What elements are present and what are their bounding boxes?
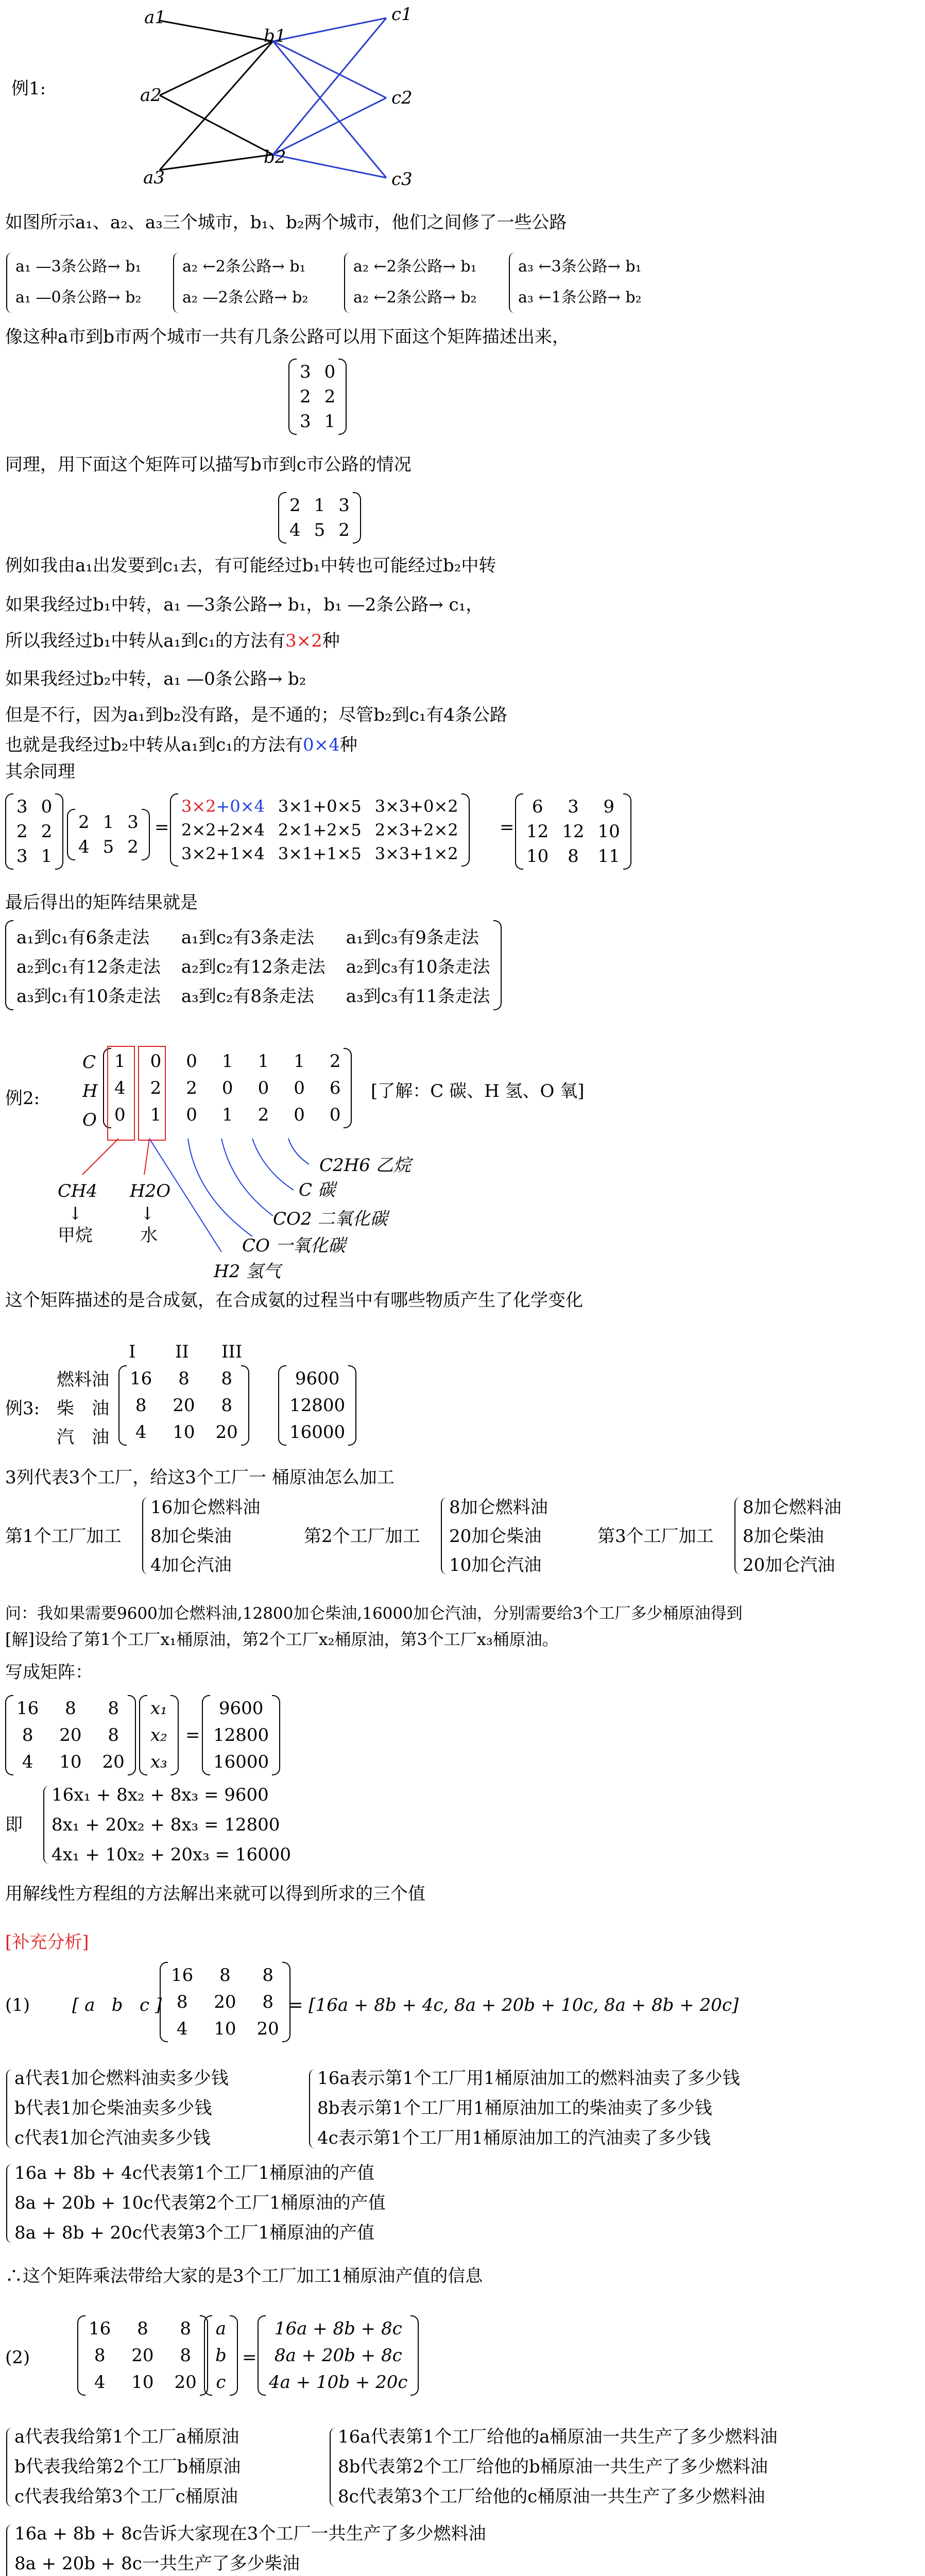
ex2-cell: 1 xyxy=(221,1105,233,1125)
ex2-cell: 0 xyxy=(114,1105,126,1125)
sys-cell: 8 xyxy=(22,1725,33,1745)
supp-g2: 8b表示第1个工厂用1桶原油加工的柴油卖了多少钱 xyxy=(317,2098,712,2119)
supp1-cell: 20 xyxy=(214,1992,236,2012)
factory-2-item: 8加仑燃料油 xyxy=(449,1497,548,1518)
ex3-rhs-vector xyxy=(202,1695,280,1775)
label-c2h6: C2H6 乙烷 xyxy=(319,1155,411,1176)
colvec-cell: a xyxy=(215,2318,227,2339)
summary-cell: a₂到c₂有12条走法 xyxy=(181,957,326,977)
matA-cell: 2 xyxy=(324,386,336,407)
ex3-row-1: 燃料油 xyxy=(57,1369,109,1390)
factory-3-brace xyxy=(734,1497,742,1574)
h2o-down-arrow: ↓ xyxy=(140,1204,155,1224)
road-2-top: a₂ ←2条公路→ b₁ xyxy=(182,258,306,276)
ex3-vec-cell: 16000 xyxy=(289,1422,346,1443)
ex3-q3: 写成矩阵： xyxy=(5,1662,93,1683)
sys-cell: 16 xyxy=(16,1698,39,1719)
road-4-bottom: a₃ ←1条公路→ b₂ xyxy=(518,289,642,307)
ex3-eq-brace xyxy=(43,1786,50,1864)
road-brace-4 xyxy=(509,252,516,313)
summary-cell: a₃到c₂有8条走法 xyxy=(181,986,315,1007)
product-expanded xyxy=(170,793,470,867)
prod-r3c3: 3×3+1×2 xyxy=(374,844,458,863)
supp-g4: c代表我给第3个工厂c桶原油 xyxy=(14,2486,238,2507)
matA-cell: 2 xyxy=(300,386,311,407)
supp-g4-brace xyxy=(6,2428,13,2507)
supp-g1: b代表1加仑柴油卖多少钱 xyxy=(14,2098,212,2119)
ex3-cell: 8 xyxy=(178,1368,190,1389)
res-cell: 10 xyxy=(526,846,549,867)
supp-g5-brace xyxy=(330,2428,337,2507)
lhsA-cell: 3 xyxy=(16,796,28,817)
factory-2-item: 10加仑汽油 xyxy=(449,1555,542,1575)
sys-cell: 4 xyxy=(22,1752,33,1772)
ex3-ji: 即 xyxy=(5,1815,23,1835)
supp-title: [补充分析] xyxy=(5,1932,89,1953)
supp-matrix-1 xyxy=(160,1962,290,2042)
supp-g6: 16a + 8b + 8c告诉大家现在3个工厂一共生产了多少燃料油 xyxy=(14,2523,486,2544)
product-result xyxy=(515,793,631,870)
supp1-cell: 8 xyxy=(262,1992,273,2012)
prod-red: 3×2 xyxy=(181,796,216,816)
supp1-cell: 20 xyxy=(256,2019,279,2039)
ex3-col-2: II xyxy=(175,1342,189,1362)
summary-cell: a₂到c₁有12条走法 xyxy=(16,957,161,977)
ex2-cell: 1 xyxy=(258,1051,269,1072)
supp-g3-brace xyxy=(6,2164,13,2243)
res-cell: 9 xyxy=(603,796,614,817)
supp2-cell: 8 xyxy=(180,2318,191,2339)
matrix-b-to-c xyxy=(278,492,361,544)
ex3-vector xyxy=(278,1365,356,1446)
ex3-cell: 20 xyxy=(173,1395,195,1416)
label-h2o-name: 水 xyxy=(140,1225,158,1246)
node-a1: a1 xyxy=(144,7,166,28)
ex1-line10: 最后得出的矩阵结果就是 xyxy=(5,892,198,913)
factory-2-name: 第2个工厂加工 xyxy=(304,1526,420,1547)
supp1-cell: 8 xyxy=(219,1965,231,1986)
lhsB-cell: 3 xyxy=(127,812,139,833)
sys-cell: 10 xyxy=(59,1752,82,1772)
ex1-line1: 像这种a市到b市两个城市一共有几条公路可以用下面这个矩阵描述出来， xyxy=(5,327,570,347)
product-lhs-a xyxy=(5,793,63,870)
prod-r2c2: 2×1+2×5 xyxy=(278,820,362,840)
lhsA-cell: 2 xyxy=(41,821,53,842)
prod-r2c3: 2×3+2×2 xyxy=(374,820,458,840)
ex3-label: 例3: xyxy=(5,1398,40,1419)
supp-g2-brace xyxy=(309,2069,316,2148)
summary-cell: a₁到c₃有9条走法 xyxy=(346,927,479,948)
res2-cell: 4a + 10b + 20c xyxy=(269,2372,408,2393)
supp-g3: 16a + 8b + 4c代表第1个工厂1桶原油的产值 xyxy=(14,2163,375,2183)
rhs-cell: 16000 xyxy=(213,1752,269,1772)
supp1-cell: 10 xyxy=(214,2019,236,2039)
rowvec-c: c xyxy=(140,1995,150,2015)
ex3-vec-cell: 12800 xyxy=(289,1395,346,1416)
supp2-cell: 20 xyxy=(131,2345,154,2366)
label-ch4: CH4 xyxy=(58,1181,98,1201)
supp-g6-brace xyxy=(6,2524,13,2576)
res-cell: 3 xyxy=(568,796,579,817)
node-b2: b2 xyxy=(264,147,286,167)
road-4-top: a₃ ←3条公路→ b₁ xyxy=(518,258,642,276)
ex2-cell: 2 xyxy=(150,1078,162,1098)
ex2-row-o: O xyxy=(82,1110,97,1130)
x-cell: x₂ xyxy=(150,1725,167,1745)
factory-1-item: 16加仑燃料油 xyxy=(150,1497,261,1518)
supp-g1: c代表1加仑汽油卖多少钱 xyxy=(14,2128,211,2148)
prod-blue: 0×4 xyxy=(230,796,265,816)
ex3-vec-cell: 9600 xyxy=(295,1368,340,1389)
supp-g5: 16a代表第1个工厂给他的a桶原油一共生产了多少燃料油 xyxy=(338,2427,778,2447)
factory-3-item: 20加仑汽油 xyxy=(743,1555,835,1575)
ex2-cell: 0 xyxy=(294,1078,305,1098)
ex3-equals: = xyxy=(185,1725,200,1745)
summary-cell: a₁到c₁有6条走法 xyxy=(16,927,150,948)
summary-cell: a₃到c₃有11条走法 xyxy=(346,986,490,1007)
ex2-cell: 6 xyxy=(329,1078,341,1098)
supp2-cell: 8 xyxy=(137,2318,148,2339)
supp1-cell: 8 xyxy=(176,1992,188,2012)
lhsB-cell: 2 xyxy=(78,812,90,833)
ex3-cell: 16 xyxy=(130,1368,152,1389)
ex3-x-vector xyxy=(139,1695,179,1775)
label-co: CO 一氧化碳 xyxy=(242,1235,346,1256)
lhsA-cell: 0 xyxy=(41,796,53,817)
supp-matrix-2 xyxy=(77,2315,208,2396)
res-cell: 12 xyxy=(562,821,585,842)
supp-g4: a代表我给第1个工厂a桶原油 xyxy=(14,2427,239,2447)
prod-r1c2: 3×1+0×5 xyxy=(278,796,362,816)
ex2-row-h: H xyxy=(82,1081,98,1101)
sys-cell: 20 xyxy=(59,1725,82,1745)
ex3-eq: 16x₁ + 8x₂ + 8x₃ = 9600 xyxy=(52,1785,269,1805)
ex2-row-c: C xyxy=(82,1052,96,1073)
ex3-cell: 20 xyxy=(215,1422,238,1443)
label-co2: CO2 二氧化碳 xyxy=(273,1209,388,1229)
summary-cell: a₁到c₂有3条走法 xyxy=(181,927,315,948)
matA-cell: 3 xyxy=(300,362,311,382)
ex3-cell: 4 xyxy=(135,1422,147,1443)
ex1-line4: 如果我经过b₁中转，a₁ —3条公路→ b₁，b₁ —2条公路→ c₁， xyxy=(5,595,484,615)
ex2-cell: 2 xyxy=(329,1051,341,1072)
node-a3: a3 xyxy=(143,167,165,188)
ex2-cell: 2 xyxy=(186,1078,197,1098)
ex2-col2-box xyxy=(138,1046,166,1141)
ex1-line3: 例如我由a₁出发要到c₁去，有可能经过b₁中转也可能经过b₂中转 xyxy=(5,555,496,576)
supp1-cell: 8 xyxy=(262,1965,273,1986)
ex2-cell: 0 xyxy=(150,1051,162,1072)
matB-cell: 4 xyxy=(289,520,301,540)
matB-cell: 1 xyxy=(314,495,326,516)
ex1-line7: 但是不行，因为a₁到b₂没有路，是不通的；尽管b₂到c₁有4条公路 xyxy=(5,705,507,725)
line8-highlight: 0×4 xyxy=(302,735,340,755)
supp-colvec xyxy=(204,2315,238,2396)
ex1-line9: 其余同理 xyxy=(5,761,75,782)
ex3-eq: 4x₁ + 10x₂ + 20x₃ = 16000 xyxy=(52,1844,292,1865)
ex2-label: 例2: xyxy=(5,1088,40,1109)
supp2-cell: 4 xyxy=(94,2372,106,2393)
rhs-cell: 12800 xyxy=(213,1725,269,1745)
lhsB-cell: 1 xyxy=(102,812,114,833)
road-brace-2 xyxy=(173,252,180,313)
matrix-a-to-b xyxy=(288,359,347,435)
node-a2: a2 xyxy=(140,85,162,106)
ex1-intro: 如图所示a₁、a₂、a₃三个城市，b₁、b₂两个城市，他们之间修了一些公路 xyxy=(5,212,567,233)
prod-r3c2: 3×1+1×5 xyxy=(278,844,362,863)
ex3-q1: 问：我如果需要9600加仑燃料油,12800加仑柴油,16000加仑汽油，分别需要给3个工厂多少桶原油得到 xyxy=(5,1604,743,1623)
ex2-cell: 1 xyxy=(294,1051,305,1072)
ex1-line6: 如果我经过b₂中转，a₁ —0条公路→ b₂ xyxy=(5,669,306,689)
ex3-row-3: 汽 油 xyxy=(57,1427,109,1448)
sys-cell: 8 xyxy=(65,1698,76,1719)
factory-3-name: 第3个工厂加工 xyxy=(597,1526,714,1547)
factory-3-item: 8加仑燃料油 xyxy=(743,1497,842,1518)
supp2-cell: 8 xyxy=(180,2345,191,2366)
ex2-cell: 1 xyxy=(150,1105,162,1125)
ex3-eq: 8x₁ + 20x₂ + 8x₃ = 12800 xyxy=(52,1815,280,1835)
lhsA-cell: 3 xyxy=(16,846,28,867)
prod-plus: + xyxy=(216,796,230,816)
x-cell: x₃ xyxy=(150,1752,167,1772)
ex3-cell: 8 xyxy=(221,1395,232,1416)
ex2-cell: 1 xyxy=(114,1051,126,1072)
ex1-line8 xyxy=(5,734,357,756)
lhsA-cell: 1 xyxy=(41,846,53,867)
supp1-cell: 16 xyxy=(171,1965,194,1986)
prod-r1c1 xyxy=(181,796,265,816)
res2-cell: 8a + 20b + 8c xyxy=(274,2345,402,2366)
supp2-cell: 10 xyxy=(131,2372,154,2393)
supp-p2: (2) xyxy=(5,2347,30,2368)
colvec-cell: b xyxy=(215,2345,227,2366)
lhsA-cell: 2 xyxy=(16,821,28,842)
supp-res1: = [16a + 8b + 4c, 8a + 20b + 10c, 8a + 8b + 20c] xyxy=(288,1995,739,2015)
ex2-cell: 0 xyxy=(186,1051,197,1072)
factory-1-item: 8加仑柴油 xyxy=(150,1526,232,1547)
supp-g2: 4c表示第1个工厂用1桶原油加工的汽油卖了多少钱 xyxy=(317,2128,711,2148)
road-2-bottom: a₂ —2条公路→ b₂ xyxy=(182,289,309,307)
product-lhs-b xyxy=(67,809,150,860)
road-brace-1 xyxy=(6,252,13,313)
supp-res2 xyxy=(258,2315,419,2396)
ch4-down-arrow: ↓ xyxy=(68,1204,83,1224)
supp-c1: ∴这个矩阵乘法带给大家的是3个工厂加工1桶原油产值的信息 xyxy=(5,2266,483,2286)
ex2-cell: 0 xyxy=(221,1078,233,1098)
matB-cell: 2 xyxy=(289,495,301,516)
res-cell: 12 xyxy=(526,821,549,842)
supp2-cell: 8 xyxy=(94,2345,106,2366)
ex3-cell: 10 xyxy=(173,1422,195,1443)
ex2-note: [了解：C 碳、H 氢、O 氧] xyxy=(371,1081,585,1101)
label-h2o: H2O xyxy=(130,1181,171,1201)
factory-2-item: 20加仑柴油 xyxy=(449,1526,542,1547)
res-cell: 10 xyxy=(597,821,620,842)
summary-cell: a₂到c₃有10条走法 xyxy=(346,957,490,977)
res-cell: 11 xyxy=(597,846,620,867)
summary-cell: a₃到c₁有10条走法 xyxy=(16,986,161,1007)
ex1-label: 例1: xyxy=(11,78,46,99)
ex3-desc: 3列代表3个工厂，给这3个工厂一 桶原油怎么加工 xyxy=(5,1467,395,1488)
supp-rowvec: [ a b c ] xyxy=(72,1995,162,2015)
ex2-col1-box xyxy=(107,1046,135,1141)
supp-g3: 8a + 20b + 10c代表第2个工厂1桶原油的产值 xyxy=(14,2193,386,2213)
matA-cell: 3 xyxy=(300,411,311,432)
res2-cell: 16a + 8b + 8c xyxy=(274,2318,402,2339)
matA-cell: 1 xyxy=(324,411,336,432)
supp-g5: 8b代表第2个工厂给他的b桶原油一共生产了多少燃料油 xyxy=(338,2456,768,2477)
lhsB-cell: 2 xyxy=(127,837,139,857)
line8-text: 也就是我经过b₂中转从a₁到c₁的方法有 xyxy=(5,735,303,755)
line5-text: 所以我经过b₁中转从a₁到c₁的方法有 xyxy=(5,631,285,651)
label-c: C 碳 xyxy=(299,1180,335,1200)
ex2-cell: 2 xyxy=(258,1105,269,1125)
lhsB-cell: 5 xyxy=(102,837,114,857)
ex2-cell: 0 xyxy=(186,1105,197,1125)
matB-cell: 5 xyxy=(314,520,326,540)
ex2-cell: 1 xyxy=(221,1051,233,1072)
supp-g1-brace xyxy=(6,2069,13,2148)
factory-2-brace xyxy=(441,1497,448,1574)
supp-g4: b代表我给第2个工厂b桶原油 xyxy=(14,2456,241,2477)
sys-cell: 8 xyxy=(108,1725,119,1745)
ex3-system-matrix xyxy=(5,1695,136,1775)
supp2-cell: 20 xyxy=(174,2372,197,2393)
node-c1: c1 xyxy=(391,4,413,25)
line5-end: 种 xyxy=(322,631,340,651)
factory-1-name: 第1个工厂加工 xyxy=(5,1526,122,1547)
road-3-bottom: a₂ ←2条公路→ b₂ xyxy=(353,289,477,307)
label-ch4-name: 甲烷 xyxy=(58,1225,93,1246)
ex3-col-3: III xyxy=(221,1342,243,1362)
sys-cell: 20 xyxy=(102,1752,125,1772)
ex2-cell: 0 xyxy=(329,1105,341,1125)
ex1-summary xyxy=(5,920,502,1010)
road-1-bottom: a₁ —0条公路→ b₂ xyxy=(15,289,142,307)
node-c3: c3 xyxy=(391,169,413,190)
supp-g1: a代表1加仑燃料油卖多少钱 xyxy=(14,2068,229,2089)
ex2-cell: 0 xyxy=(294,1105,305,1125)
ex3-q2: [解]设给了第1个工厂x₁桶原油，第2个工厂x₂桶原油，第3个工厂x₃桶原油。 xyxy=(5,1630,559,1649)
sys-cell: 8 xyxy=(108,1698,119,1719)
prod-r3c1: 3×2+1×4 xyxy=(181,844,265,863)
road-brace-3 xyxy=(344,252,351,313)
prod-r2c1: 2×2+2×4 xyxy=(181,820,265,840)
res-cell: 8 xyxy=(568,846,579,867)
supp-p1: (1) xyxy=(5,1995,30,2015)
ex2-cell: 0 xyxy=(258,1078,269,1098)
ex2-desc: 这个矩阵描述的是合成氨，在合成氨的过程当中有哪些物质产生了化学变化 xyxy=(5,1290,583,1311)
supp-g5: 8c代表第3个工厂给他的c桶原油一共生产了多少燃料油 xyxy=(338,2486,765,2507)
ex3-q4: 用解线性方程组的方法解出来就可以得到所求的三个值 xyxy=(5,1884,425,1904)
supp-g6: 8a + 20b + 8c一共生产了多少柴油 xyxy=(14,2553,300,2574)
ex3-matrix xyxy=(118,1365,249,1446)
ex2-cell: 4 xyxy=(114,1078,126,1098)
matB-cell: 2 xyxy=(338,520,350,540)
rowvec-b: b xyxy=(111,1995,123,2015)
road-3-top: a₂ ←2条公路→ b₁ xyxy=(353,258,477,276)
supp-equals: = xyxy=(242,2347,257,2368)
label-h2: H2 氢气 xyxy=(214,1261,281,1282)
ex3-cell: 8 xyxy=(135,1395,147,1416)
lhsB-cell: 4 xyxy=(78,837,90,857)
matA-cell: 0 xyxy=(324,362,336,382)
ex3-col-1: I xyxy=(129,1342,136,1362)
ex1-line5 xyxy=(5,630,340,652)
supp-g2: 16a表示第1个工厂用1桶原油加工的燃料油卖了多少钱 xyxy=(317,2068,740,2089)
supp-g3: 8a + 8b + 20c代表第3个工厂1桶原油的产值 xyxy=(14,2223,375,2243)
supp1-cell: 4 xyxy=(176,2019,188,2039)
prod-r1c3: 3×3+0×2 xyxy=(374,796,458,816)
supp2-cell: 16 xyxy=(89,2318,111,2339)
res-cell: 6 xyxy=(532,796,543,817)
line8-end: 种 xyxy=(339,735,357,755)
line5-highlight: 3×2 xyxy=(285,631,322,651)
ex1-line2: 同理，用下面这个矩阵可以描写b市到c市公路的情况 xyxy=(5,454,412,475)
road-1-top: a₁ —3条公路→ b₁ xyxy=(15,258,142,276)
rowvec-a: a xyxy=(84,1995,95,2015)
ex3-row-2: 柴 油 xyxy=(57,1398,109,1419)
ex3-cell: 8 xyxy=(221,1368,232,1389)
equals-sign-2: = xyxy=(500,817,515,838)
node-c2: c2 xyxy=(391,88,413,108)
rhs-cell: 9600 xyxy=(218,1698,264,1719)
x-cell: x₁ xyxy=(150,1698,167,1719)
factory-1-item: 4加仑汽油 xyxy=(150,1555,232,1575)
matB-cell: 3 xyxy=(338,495,350,516)
colvec-cell: c xyxy=(216,2372,226,2393)
node-b1: b1 xyxy=(264,26,286,46)
factory-3-item: 8加仑柴油 xyxy=(743,1526,824,1547)
equals-sign-1: = xyxy=(155,817,169,838)
factory-1-brace xyxy=(142,1497,149,1574)
